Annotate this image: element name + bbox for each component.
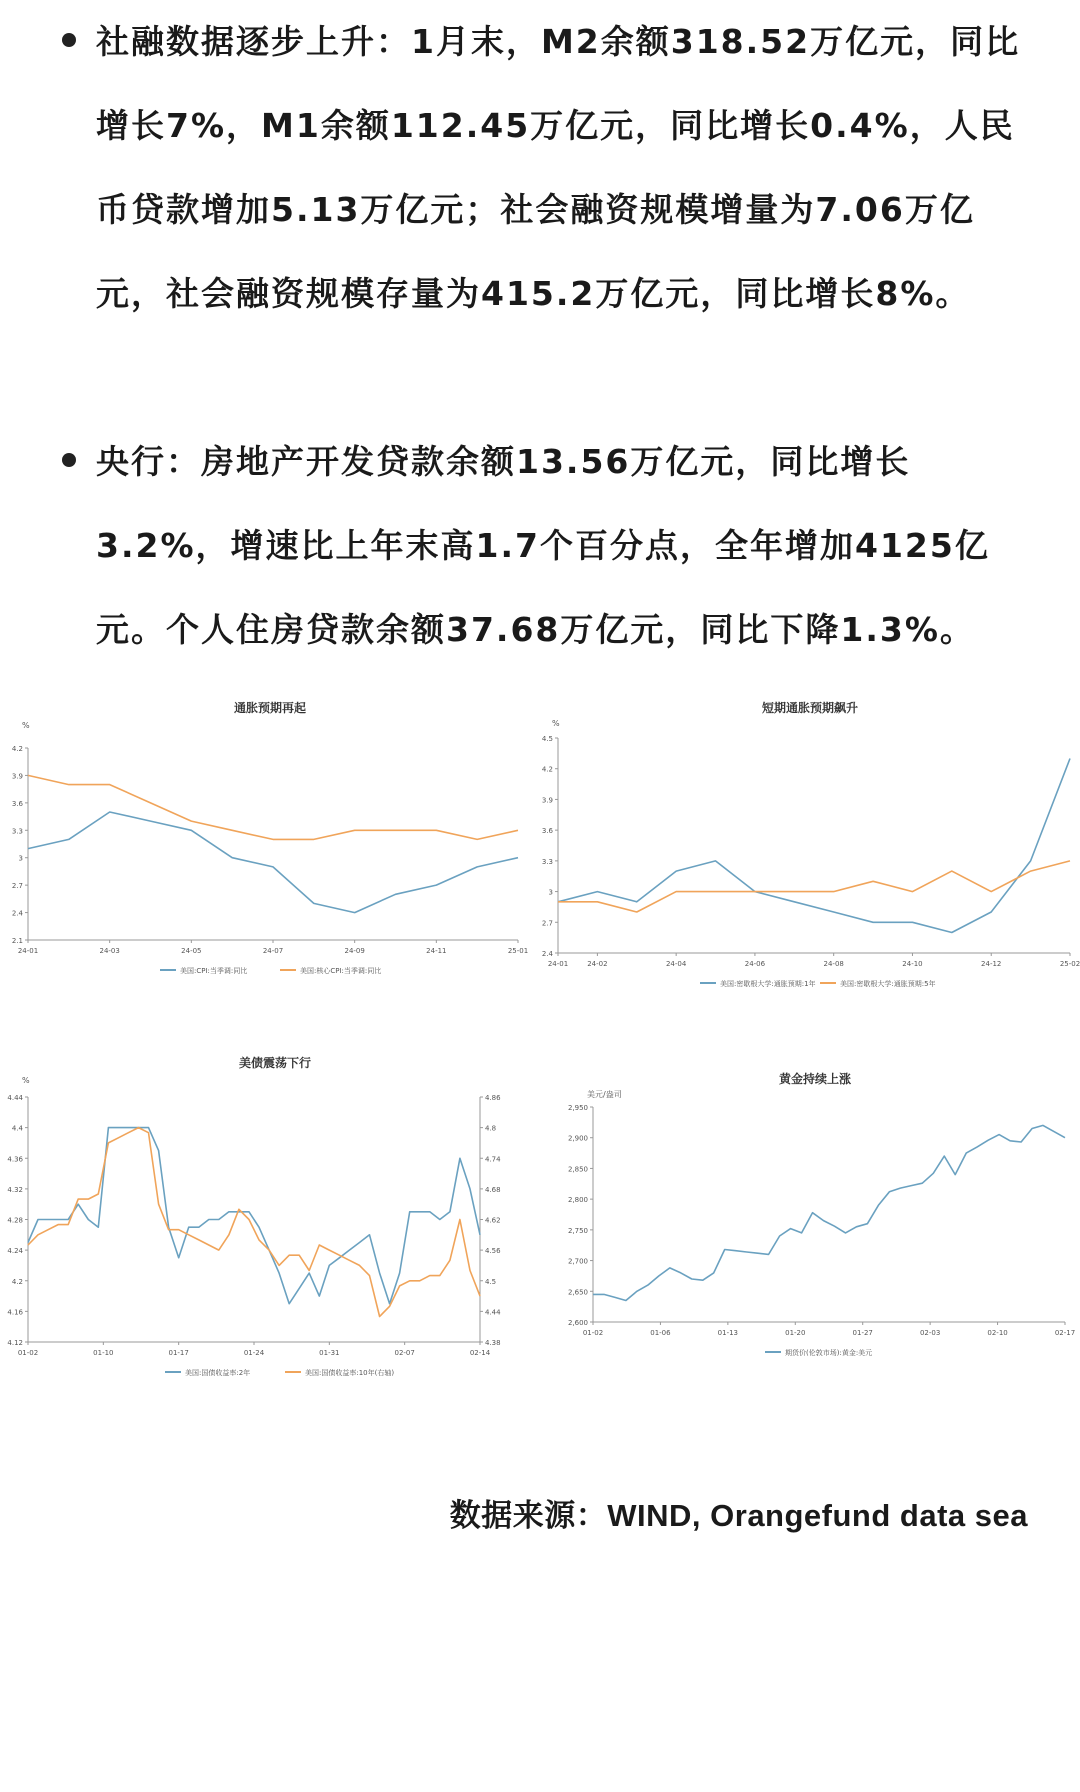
y-tick-label: 2,700 <box>567 1257 588 1266</box>
y2-tick-label: 4.86 <box>485 1094 501 1102</box>
x-tick-label: 25-01 <box>507 947 529 955</box>
y-tick-label: 4.4 <box>11 1124 23 1133</box>
chart-inflation-expectation <box>0 690 540 1035</box>
series-line-1 <box>558 759 1070 933</box>
x-tick-label: 24-10 <box>902 960 923 968</box>
x-tick-label: 24-02 <box>587 960 608 968</box>
y2-tick-label: 4.8 <box>485 1124 497 1133</box>
legend-label: 美国:国债收益率:2年 <box>185 1369 251 1377</box>
x-tick-label: 01-13 <box>717 1329 739 1337</box>
data-source: 数据来源：WIND, Orangefund data sea <box>449 1498 1028 1533</box>
y-tick-label: 2.7 <box>11 882 23 891</box>
x-tick-label: 01-24 <box>243 1349 265 1357</box>
bullet-text: 央行：房地产开发贷款余额13.56万亿元，同比增长3.2%，增速比上年末高1.7个百分点，全年增加4125亿元。个人住房贷款余额37.68万亿元，同比下降1.3%。 <box>96 442 990 649</box>
x-tick-label: 01-02 <box>17 1349 39 1357</box>
y2-tick-label: 4.74 <box>485 1155 501 1164</box>
y-tick-label: 4.16 <box>7 1308 23 1317</box>
x-tick-label: 01-17 <box>168 1349 189 1357</box>
legend-label: 美国:国债收益率:10年(右轴) <box>305 1369 395 1377</box>
x-tick-label: 01-02 <box>582 1329 604 1337</box>
y-tick-label: 2.4 <box>541 950 553 958</box>
y-tick-label: 4.24 <box>7 1247 23 1256</box>
y-tick-label: 3.6 <box>11 799 23 808</box>
y-tick-label: 2,950 <box>567 1104 588 1112</box>
series-line-1 <box>28 812 518 913</box>
x-tick-label: 24-01 <box>547 960 569 968</box>
y-axis-unit: % <box>552 719 560 728</box>
y-axis-unit: 美元/盎司 <box>587 1090 622 1099</box>
legend-label: 美国:核心CPI:当季调:同比 <box>300 967 382 975</box>
y-tick-label: 2.4 <box>11 909 23 918</box>
chart-short-term-inflation <box>540 690 1080 1035</box>
x-tick-label: 24-09 <box>344 947 365 955</box>
chart-svg <box>0 690 540 1035</box>
bullet-dot <box>62 453 76 467</box>
chart-svg <box>540 690 1080 1035</box>
legend-label: 美国:密歇根大学:通胀预期:5年 <box>840 980 936 988</box>
y-tick-label: 4.28 <box>7 1216 23 1225</box>
y-tick-label: 2,900 <box>567 1134 588 1143</box>
series-line-1 <box>28 1128 480 1304</box>
x-tick-label: 24-08 <box>823 960 844 968</box>
x-tick-label: 24-12 <box>981 960 1002 968</box>
series-line-2 <box>28 1128 480 1317</box>
x-tick-label: 25-02 <box>1059 960 1080 968</box>
y-tick-label: 4.2 <box>11 745 23 753</box>
y-tick-label: 3.9 <box>11 772 23 781</box>
bullet-social-financing <box>58 0 1038 336</box>
y2-tick-label: 4.5 <box>485 1277 497 1286</box>
y-tick-label: 4.2 <box>541 765 553 774</box>
x-tick-label: 24-01 <box>17 947 39 955</box>
y-tick-label: 2,650 <box>567 1288 588 1297</box>
x-tick-label: 01-10 <box>93 1349 114 1357</box>
x-tick-label: 24-05 <box>181 947 202 955</box>
chart-title: 美债震荡下行 <box>238 1056 312 1070</box>
x-tick-label: 01-06 <box>650 1329 671 1337</box>
legend-label: 期货价(伦敦市场):黄金:美元 <box>785 1349 873 1357</box>
y2-tick-label: 4.68 <box>485 1185 501 1194</box>
y-tick-label: 4.5 <box>541 735 553 743</box>
legend-label: 美国:CPI:当季调:同比 <box>180 967 248 975</box>
bullet-central-bank <box>58 420 1038 672</box>
x-tick-label: 01-31 <box>319 1349 340 1357</box>
x-tick-label: 02-14 <box>469 1349 491 1357</box>
y-tick-label: 3.9 <box>541 796 553 805</box>
chart-svg <box>555 1065 1075 1410</box>
x-tick-label: 02-07 <box>394 1349 415 1357</box>
x-tick-label: 02-10 <box>987 1329 1008 1337</box>
series-line-2 <box>558 861 1070 912</box>
series-line-1 <box>593 1125 1065 1300</box>
bullet-text: 社融数据逐步上升：1月末，M2余额318.52万亿元，同比增长7%，M1余额112.45万亿元，同比增长0.4%，人民币贷款增加5.13万亿元；社会融资规模增量为7.06万亿元，社会融资规模存量为415.2万亿元，同比增长8%。 <box>96 22 1021 313</box>
chart-us-treasury <box>0 1045 550 1420</box>
y-tick-label: 3.6 <box>541 827 553 836</box>
x-tick-label: 01-27 <box>852 1329 873 1337</box>
x-tick-label: 01-20 <box>785 1329 806 1337</box>
y-tick-label: 4.44 <box>7 1094 23 1102</box>
y-tick-label: 2,750 <box>567 1226 588 1235</box>
y-tick-label: 4.12 <box>7 1339 23 1347</box>
chart-title: 黄金持续上涨 <box>778 1072 852 1086</box>
y2-tick-label: 4.44 <box>485 1308 501 1317</box>
chart-gold <box>555 1065 1075 1410</box>
chart-title: 通胀预期再起 <box>233 701 307 715</box>
x-tick-label: 24-06 <box>744 960 766 968</box>
x-tick-label: 02-17 <box>1054 1329 1075 1337</box>
y-tick-label: 2,600 <box>567 1319 588 1327</box>
y-tick-label: 2,800 <box>567 1196 588 1205</box>
y-axis-unit: % <box>22 1076 30 1085</box>
y-tick-label: 3 <box>548 888 553 897</box>
y-tick-label: 3.3 <box>11 827 23 836</box>
y2-tick-label: 4.62 <box>485 1216 501 1225</box>
y-axis-unit: % <box>22 721 30 730</box>
x-tick-label: 24-03 <box>99 947 120 955</box>
x-tick-label: 24-07 <box>262 947 284 955</box>
x-tick-label: 02-03 <box>919 1329 941 1337</box>
chart-title: 短期通胀预期飙升 <box>761 701 859 715</box>
y-tick-label: 3.3 <box>541 857 553 866</box>
y2-tick-label: 4.38 <box>485 1339 501 1347</box>
y2-tick-label: 4.56 <box>485 1247 501 1256</box>
bullet-dot <box>62 33 76 47</box>
y-tick-label: 3 <box>18 854 23 863</box>
chart-svg <box>0 1045 550 1420</box>
y-tick-label: 4.32 <box>7 1185 23 1194</box>
legend-label: 美国:密歇根大学:通胀预期:1年 <box>720 980 816 988</box>
y-tick-label: 2,850 <box>567 1165 588 1174</box>
y-tick-label: 2.7 <box>541 919 553 928</box>
x-tick-label: 24-04 <box>665 960 687 968</box>
y-tick-label: 2.1 <box>11 937 23 945</box>
series-line-2 <box>28 775 518 839</box>
y-tick-label: 4.2 <box>11 1277 23 1286</box>
x-tick-label: 24-11 <box>426 947 447 955</box>
y-tick-label: 4.36 <box>7 1155 23 1164</box>
